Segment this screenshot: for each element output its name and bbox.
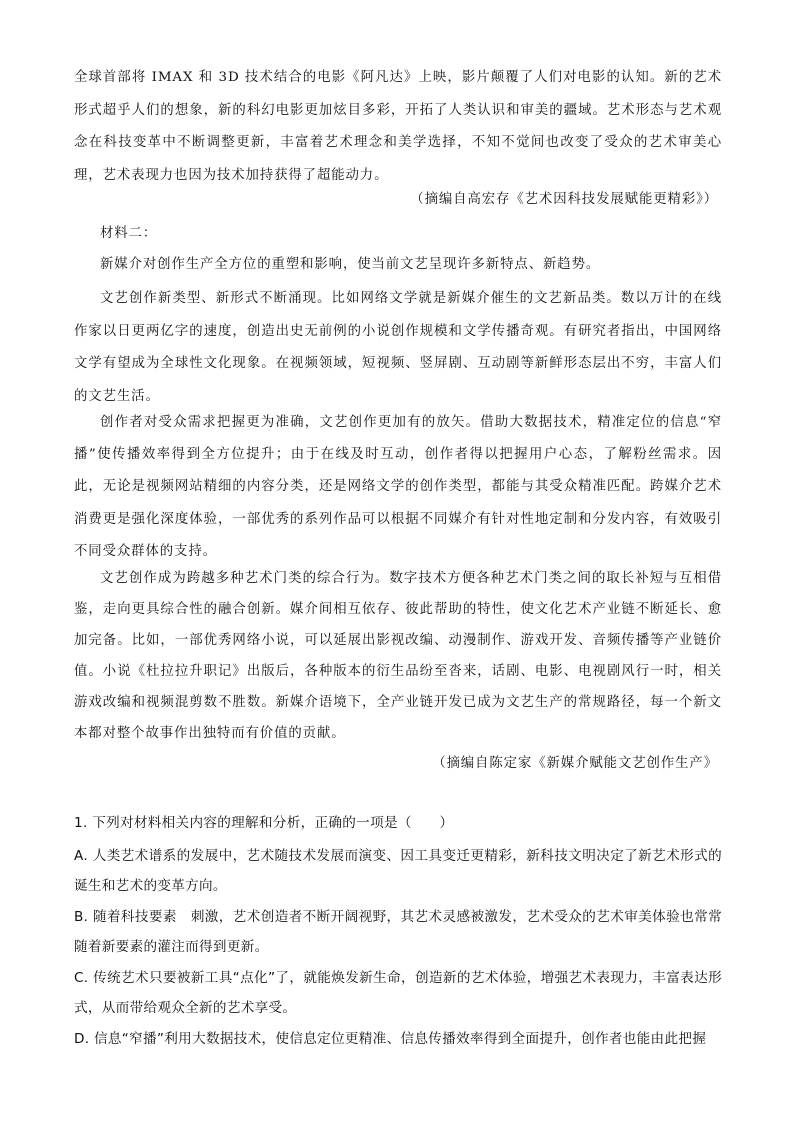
option-text: 传统艺术只要被新工具“点化”了，就能焕发新生命，创造新的艺术体验，增强艺术表现力，丰富表达形式，从而带给观众全新的艺术享受。 (74, 970, 722, 1016)
material-two-title: 材料二： (100, 226, 158, 241)
material-two-source: （摘编自陈定家《新媒介赋能文艺创作生产》 (432, 756, 718, 771)
material-one-paragraph: 全球首部将 IMAX 和 3D 技术结合的电影《阿凡达》上映，影片颠覆了人们对电影的认知。新的艺术形式超乎人们的想象，新的科幻电影更加炫目多彩，开拓了人类认识和审美的疆域。艺术形态与艺术观念在科技变革中不断调整更新，丰富着艺术理念和美学选择，不知不觉间也改变了受众的艺术审美心理，艺术表现力也因为技术加持获得了超能动力。 (74, 70, 722, 183)
option-d[interactable] (74, 1024, 722, 1054)
option-text: 信息“窄播”利用大数据技术，使信息定位更精准、信息传播效率得到全面提升，创作者也能由此把握 (94, 1031, 707, 1047)
question-stem: 1. 下列对材料相关内容的理解和分析，正确的一项是（ ） (74, 815, 454, 831)
option-text: 随着科技要素 刺激，艺术创造者不断开阔视野，其艺术灵感被激发，艺术受众的艺术审美体验也常常随着新要素的灌注而得到更新。 (74, 909, 723, 955)
option-c[interactable] (74, 963, 722, 1023)
option-b[interactable] (74, 902, 722, 962)
material-two-paragraph: 文艺创作成为跨越多种艺术门类的综合行为。数字技术方便各种艺术门类之间的取长补短与互相借鉴，走向更具综合性的融合创新。媒介间相互依存、彼此帮助的特性，使文化艺术产业链不断延长、愈加完备。比如，一部优秀网络小说，可以延展出影视改编、动漫制作、游戏开发、音频传播等产业链价值。小说《杜拉拉升职记》出版后，各种版本的衍生品纷至沓来，话剧、电影、电视剧风行一时，相关游戏改编和视频混剪数不胜数。新媒介语境下，全产业链开发已成为文艺生产的常规路径，每一个新文本都对整个故事作出独特而有价值的贡献。 (74, 571, 722, 741)
material-two-paragraph: 新媒介对创作生产全方位的重塑和影响，使当前文艺呈现许多新特点、新趋势。 (100, 257, 601, 272)
material-two-paragraph: 创作者对受众需求把握更为准确，文艺创作更加有的放矢。借助大数据技术，精准定位的信息“窄播”使传播效率得到全方位提升；由于在线及时互动，创作者得以把握用户心态，了解粉丝需求。因此，无论是视频网站精细的内容分类，还是网络文学的创作类型，都能与其受众精准匹配。跨媒介艺术消费更是强化深度体验，一部优秀的系列作品可以根据不同媒介有针对性地定制和分发内容，有效吸引不同受众群体的支持。 (74, 415, 722, 559)
option-letter: A. (74, 848, 88, 864)
material-one-source: （摘编自高宏存《艺术因科技发展赋能更精彩》） (410, 192, 718, 207)
material-two-paragraph: 文艺创作新类型、新形式不断涌现。比如网络文学就是新媒介催生的文艺新品类。数以万计的在线作家以日更两亿字的速度，创造出史无前例的小说创作规模和文学传播奇观。有研究者指出，中国网络文学有望成为全球性文化现象。在视频领域，短视频、竖屏剧、互动剧等新鲜形态层出不穷，丰富人们的文艺生活。 (74, 291, 722, 404)
option-letter: C. (74, 970, 89, 986)
option-text: 人类艺术谱系的发展中，艺术随技术发展而演变、因工具变迁更精彩，新科技文明决定了新艺术形式的诞生和艺术的变革方向。 (74, 848, 722, 894)
option-a[interactable] (74, 841, 722, 901)
option-letter: D. (74, 1031, 90, 1047)
option-letter: B. (74, 909, 89, 925)
